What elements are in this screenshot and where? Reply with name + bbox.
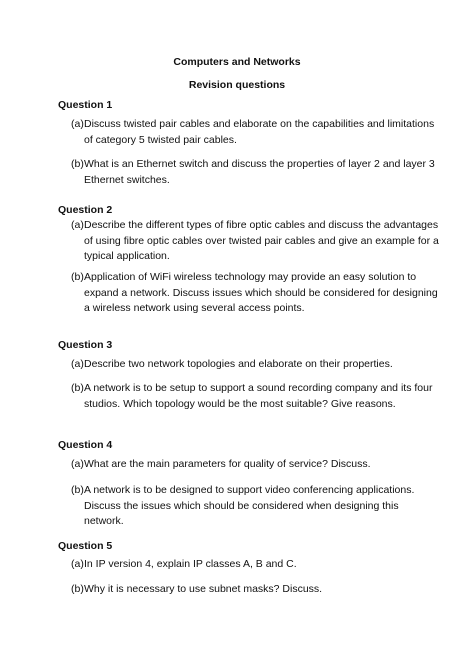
question-1-part-b [71, 157, 441, 188]
question-2-part-a [71, 218, 441, 265]
question-5-heading: Question 5 [58, 540, 113, 552]
part-text: What are the main parameters for quality of service? Discuss. [84, 458, 371, 470]
question-3-heading: Question 3 [58, 339, 113, 351]
question-3-part-b [71, 381, 441, 412]
part-label: (a) [71, 558, 84, 570]
question-2-heading: Question 2 [58, 204, 113, 216]
question-2-part-b [71, 270, 441, 317]
question-3-part-a [71, 357, 441, 373]
question-5-part-b [71, 582, 441, 598]
part-label: (a) [71, 118, 84, 130]
question-1-heading: Question 1 [58, 99, 113, 111]
part-label: (b) [71, 583, 84, 595]
question-4-heading: Question 4 [58, 439, 113, 451]
part-text: Discuss twisted pair cables and elaborate on the capabilities and limitations of category 5 twisted pair cables. [84, 118, 435, 146]
part-text: A network is to be setup to support a sound recording company and its four studios. Which topology would be the most suitable? Give reasons. [84, 382, 433, 410]
part-text: A network is to be designed to support video conferencing applications. Discuss the issues which should be considered when designing this network. [84, 484, 415, 527]
part-label: (b) [71, 484, 84, 496]
part-label: (a) [71, 358, 84, 370]
part-text: Application of WiFi wireless technology may provide an easy solution to expand a network. Discuss issues which should be considered for designing a wireless network using several access points. [84, 271, 438, 314]
part-text: Describe the different types of fibre optic cables and discuss the advantages of using fibre optic cables over twisted pair cables and give an example for a typical application. [84, 219, 439, 262]
part-label: (a) [71, 458, 84, 470]
part-label: (b) [71, 158, 84, 170]
part-label: (a) [71, 219, 84, 231]
question-4-part-b [71, 483, 441, 530]
part-text: Describe two network topologies and elaborate on their properties. [84, 358, 393, 370]
part-text: What is an Ethernet switch and discuss the properties of layer 2 and layer 3 Ethernet switches. [84, 158, 435, 186]
document-subtitle: Revision questions [188, 79, 286, 91]
question-5-part-a [71, 557, 441, 573]
document-title: Computers and Networks [173, 56, 301, 68]
part-label: (b) [71, 271, 84, 283]
part-text: Why it is necessary to use subnet masks? Discuss. [84, 583, 323, 595]
question-4-part-a [71, 457, 441, 473]
part-label: (b) [71, 382, 84, 394]
part-text: In IP version 4, explain IP classes A, B and C. [84, 558, 297, 570]
question-1-part-a [71, 117, 441, 148]
